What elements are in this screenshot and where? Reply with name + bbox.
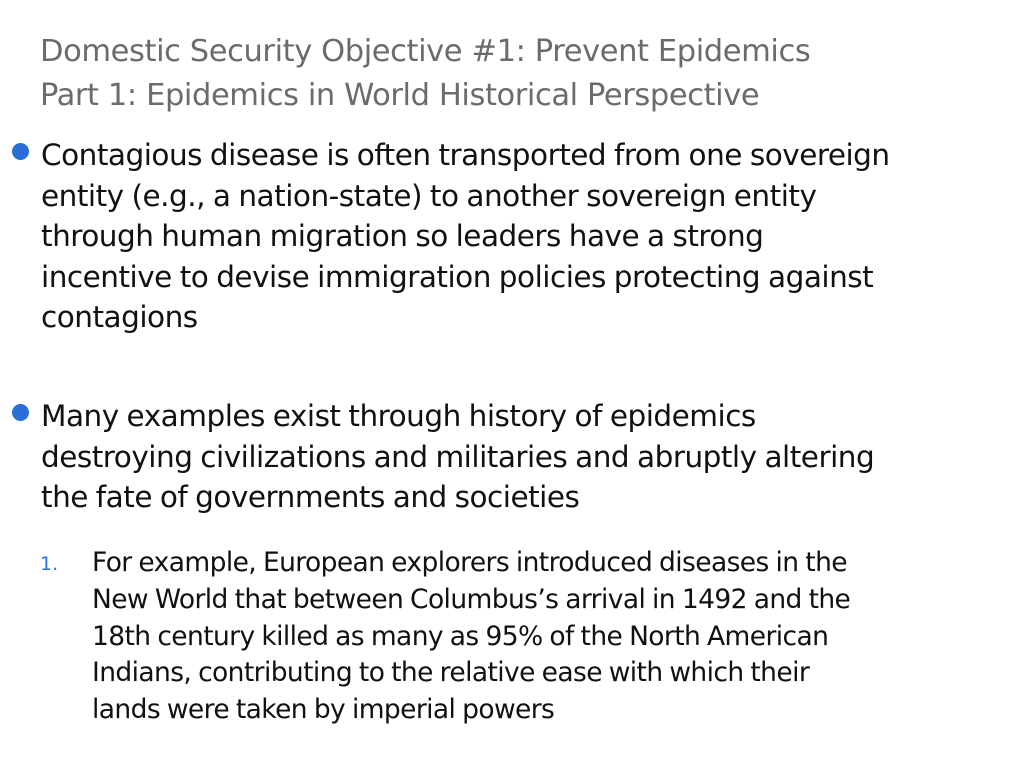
numbered-1-line-3: 18th century killed as many as 95% of the North American	[92, 620, 829, 652]
bullet-1-line-5: contagions	[41, 300, 198, 334]
title-line-1: Domestic Security Objective #1: Prevent Epidemics	[40, 34, 811, 69]
bullet-dot-icon	[12, 404, 29, 421]
bullet-text-1	[41, 135, 1016, 338]
bullet-1-line-2: entity (e.g., a nation-state) to another sovereign entity	[41, 178, 817, 213]
bullet-dot-icon	[12, 143, 29, 160]
numbered-1-line-4: Indians, contributing to the relative ease with which their	[92, 657, 810, 689]
numbered-1-line-2: New World that between Columbus’s arrival in 1492 and the	[92, 583, 851, 615]
bullet-2-line-2: destroying civilizations and militaries and abruptly altering	[41, 439, 875, 474]
bullet-text-2	[41, 396, 1016, 518]
numbered-1-line-1: For example, European explorers introduced diseases in the	[92, 547, 847, 578]
slide-title	[40, 30, 1000, 118]
bullet-1-line-1: Contagious disease is often transported from one sovereign	[41, 138, 890, 172]
numbered-1-line-5: lands were taken by imperial powers	[92, 694, 555, 726]
bullet-1-line-4: incentive to devise immigration policies protecting against	[41, 259, 874, 294]
bullet-1-line-3: through human migration so leaders have a strong	[41, 219, 764, 253]
title-line-2: Part 1: Epidemics in World Historical Perspective	[40, 78, 760, 113]
numbered-item-marker: 1.	[40, 553, 59, 575]
numbered-item-text	[92, 545, 1012, 729]
bullet-2-line-1: Many examples exist through history of epidemics	[41, 399, 756, 433]
bullet-2-line-3: the fate of governments and societies	[41, 480, 580, 514]
